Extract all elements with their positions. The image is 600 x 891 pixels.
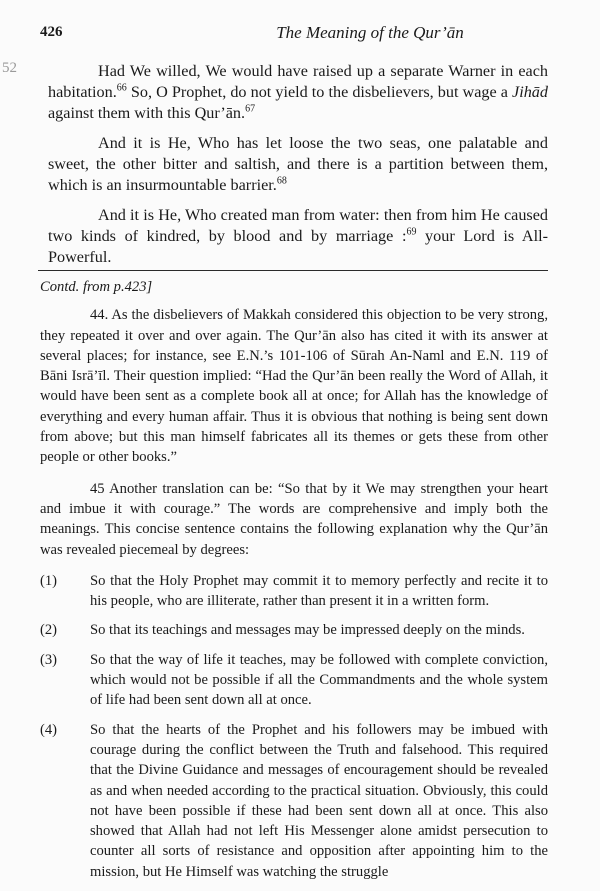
footnote-marker: 66 — [116, 82, 127, 94]
list-item — [40, 571, 548, 612]
list-item — [40, 720, 548, 882]
list-number: (4) — [40, 721, 58, 738]
footnote-marker: 67 — [245, 103, 256, 115]
list-text: So that the way of life it teaches, may be followed with complete conviction, which would not be possible if all the Commandments and the whole system of life had been sent down all at once. — [90, 651, 548, 709]
running-title: The Meaning of the Qur’ān — [276, 23, 464, 42]
list-text: So that its teachings and messages may be impressed deeply on the minds. — [90, 622, 525, 639]
list-item — [40, 650, 548, 711]
verse-52: Had We willed, We would have raised up a separate Warner in each habitation.$^{66}$ So, O Prophet, do not yield to the disbelievers, but wage a Jihād against them with this Qur’ān.$^{67}$ — [48, 62, 548, 122]
list-number: (3) — [40, 651, 58, 668]
list-item — [40, 620, 548, 640]
footnote-divider — [38, 270, 548, 271]
list-number: (1) — [40, 572, 58, 589]
continued-from-label: Contd. from p.423] — [40, 279, 153, 295]
verse-block — [48, 61, 548, 277]
footnotes — [40, 277, 548, 891]
italic-term: Jihād — [512, 83, 548, 101]
page-number: 426 — [40, 24, 63, 40]
list-number: (2) — [40, 622, 58, 639]
margin-verse-number: 52 — [2, 60, 17, 76]
verse-53: And it is He, Who has let loose the two seas, one palatable and sweet, the other bitter and saltish, and there is a partition between them, which is an insurmountable barrier.$^{68}$ — [48, 134, 548, 194]
footnote-marker: 69 — [406, 226, 417, 238]
footnote-45: 45 Another translation can be: “So that by it We may strengthen your heart and imbue it with courage.” The words are comprehensive and imply both the meanings. This concise sentence contains the following explanation why the Qur’ān was revealed piecemeal by degrees: — [40, 480, 548, 558]
footnote-44: 44. As the disbelievers of Makkah considered this objection to be very strong, they repeated it over and over again. The Qur’ān also has cited it with its answer at several places; for instance, see E.N.’s 101-106 of Sūrah An-Naml and E.N. 119 of Bāni Isrā’īl. Their question implied: “Had the Qur’ān been really the Word of Allah, it would have been sent as a complete book all at once; for Allah has the knowledge of everything and every human affair. Thus it is obvious that nothing is being sent down from above; but this man himself fabricates all its themes or gets these from other people or other books.” — [40, 307, 548, 466]
footnote-marker: 68 — [276, 175, 287, 187]
list-text: So that the hearts of the Prophet and his followers may be imbued with courage during the conflict between the Truth and falsehood. This required that the Divine Guidance and messages of encouragement should be revealed as and when needed according to the practical situation. Obviously, this could not have been possible if these had been sent down all at once. This also showed that Allah had not left His Messenger alone amidst persecution to counter all sorts of resistance and opposition after appointing him to the mission, but He Himself was watching the struggle — [90, 721, 548, 880]
verse-54: And it is He, Who created man from water: then from him He caused two kinds of kindred, by blood and by marriage :$^{69}$ your Lord is All-Powerful. — [48, 206, 548, 266]
list-text: So that the Holy Prophet may commit it to memory perfectly and recite it to his people, who are illiterate, rather than present it in a written form. — [90, 572, 548, 610]
